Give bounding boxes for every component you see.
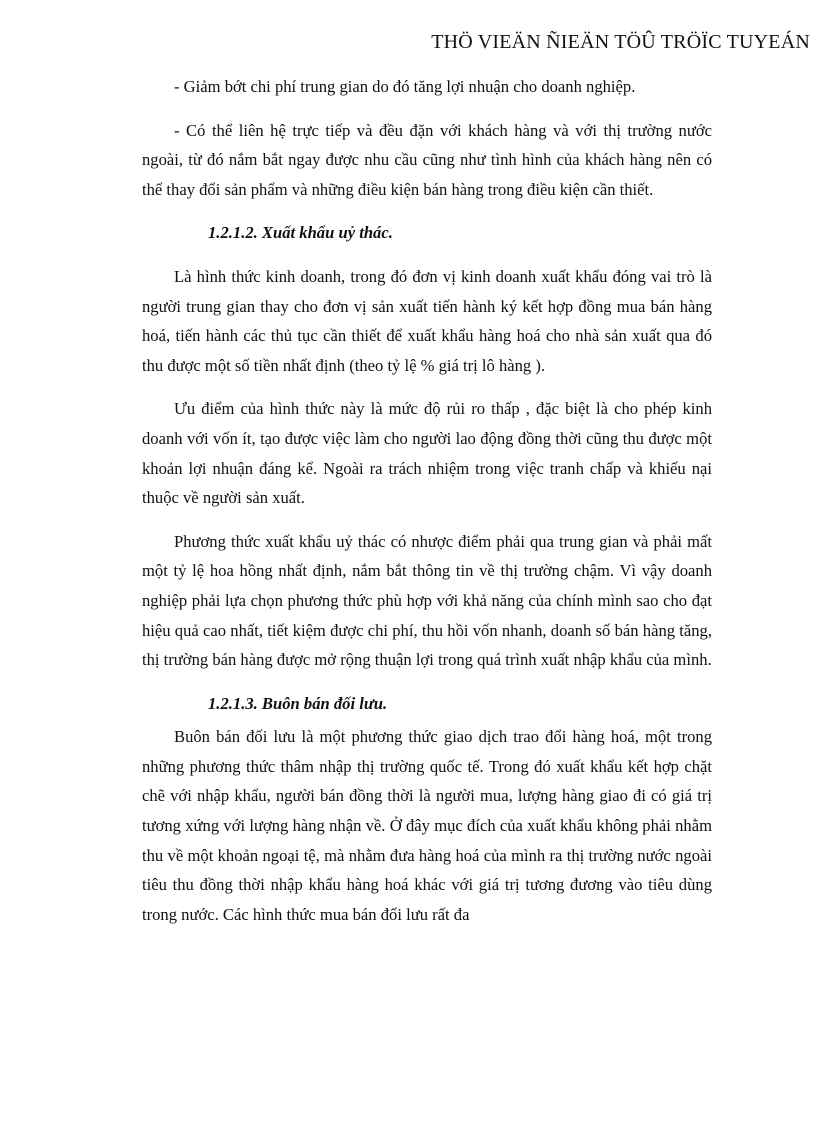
paragraph-direct-contact: - Có thể liên hệ trực tiếp và đều đặn với khách hàng và với thị trường nước ngoài, từ đó nắm bắt ngay được nhu cầu cũng như tình hình của khách hàng nên có thể thay đổi sản phẩm và những điều kiện bán hàng trong điều kiện cần thiết.	[142, 120, 712, 199]
page-body	[142, 72, 712, 929]
paragraph-consignment-definition: Là hình thức kinh doanh, trong đó đơn vị kinh doanh xuất khẩu đóng vai trò là người trung gian thay cho đơn vị sản xuất tiến hành ký kết hợp đồng mua bán hàng hoá, tiến hành các thủ tục cần thiết để xuất khẩu hàng hoá cho nhà sản xuất qua đó thu được một số tiền nhất định (theo tỷ lệ % giá trị lô hàng ).	[142, 266, 712, 375]
paragraph-consignment-disadvantages: Phương thức xuất khẩu uỷ thác có nhược điểm phải qua trung gian và phải mất một tỷ lệ hoa hồng nhất định, nắm bắt thông tin về thị trường chậm. Vì vậy doanh nghiệp phải lựa chọn phương thức phù hợp với khả năng của chính mình sao cho đạt hiệu quả cao nhất, tiết kiệm được chi phí, thu hồi vốn nhanh, doanh số bán hàng tăng, thị trường bán hàng được mở rộng thuận lợi trong quá trình xuất nhập khẩu của mình.	[142, 531, 712, 670]
paragraph-consignment-advantages: Ưu điểm của hình thức này là mức độ rủi ro thấp , đặc biệt là cho phép kinh doanh với vốn ít, tạo được việc làm cho người lao động đồng thời cũng thu được một khoản lợi nhuận đáng kể. Ngoài ra trách nhiệm trong việc tranh chấp và khiếu nại thuộc về người sản xuất.	[142, 399, 712, 508]
paragraph-counter-trade-definition: Buôn bán đối lưu là một phương thức giao dịch trao đổi hàng hoá, một trong những phương thức thâm nhập thị trường quốc tế. Trong đó xuất khẩu kết hợp chặt chẽ với nhập khẩu, người bán đồng thời là người mua, lượng hàng giao đi có giá trị tương xứng với lượng hàng nhận về. Ở đây mục đích của xuất khẩu không phải nhằm thu về một khoản ngoại tệ, mà nhằm đưa hàng hoá của mình ra thị trường nước ngoài tiêu thu đồng thời nhập khẩu hàng hoá khác với giá trị tương đương vào tiêu dùng trong nước. Các hình thức mua bán đối lưu rất đa	[142, 727, 712, 924]
section-heading-consignment-export: 1.2.1.2. Xuất khẩu uỷ thác.	[208, 223, 393, 243]
running-header: THÖ VIEÄN ÑIEÄN TÖÛ TRÖÏC TUYEÁN	[431, 31, 810, 53]
paragraph-reduce-costs: - Giảm bớt chi phí trung gian do đó tăng lợi nhuận cho doanh nghiệp.	[174, 77, 636, 96]
section-heading-counter-trade: 1.2.1.3. Buôn bán đối lưu.	[208, 693, 388, 713]
